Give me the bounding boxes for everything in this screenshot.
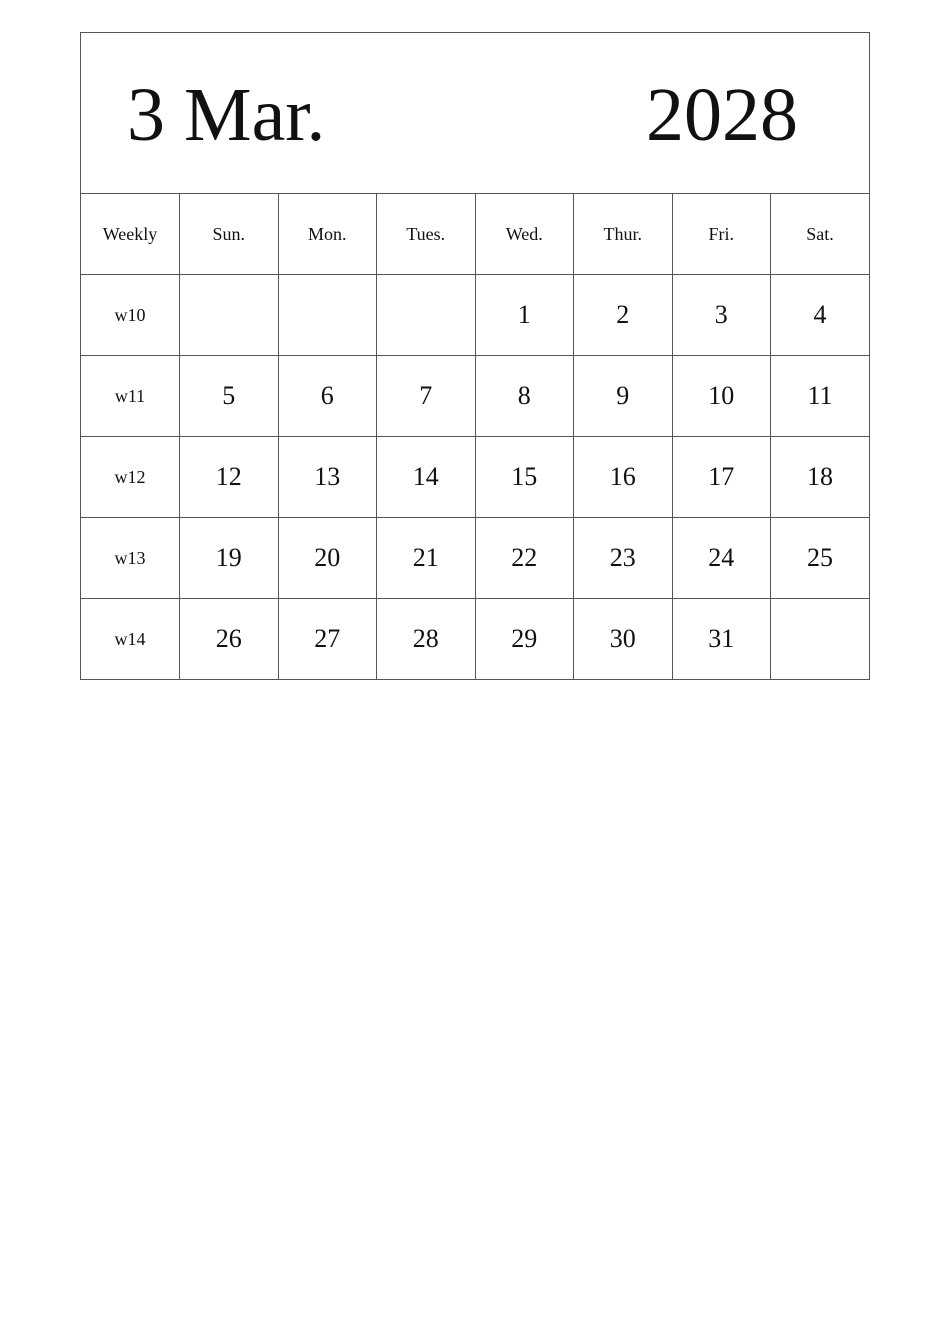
week-row: [81, 275, 869, 356]
day-cell: 31: [672, 599, 771, 680]
day-cell: 3: [672, 275, 771, 356]
day-cell: 23: [574, 518, 673, 599]
week-row: [81, 437, 869, 518]
day-cell: 26: [180, 599, 279, 680]
week-number: w13: [81, 518, 180, 599]
day-cell: 5: [180, 356, 279, 437]
day-cell: [377, 275, 476, 356]
day-cell: 12: [180, 437, 279, 518]
day-cell: 14: [377, 437, 476, 518]
day-cell: 20: [278, 518, 377, 599]
day-cell: 4: [771, 275, 870, 356]
weekly-header: Weekly: [81, 194, 180, 275]
weekday-header: Thur.: [574, 194, 673, 275]
day-cell: 22: [475, 518, 574, 599]
weekday-header: Sat.: [771, 194, 870, 275]
week-number: w12: [81, 437, 180, 518]
week-row: [81, 599, 869, 680]
day-cell: 15: [475, 437, 574, 518]
day-cell: [771, 599, 870, 680]
week-number: w14: [81, 599, 180, 680]
week-row: [81, 518, 869, 599]
day-cell: 24: [672, 518, 771, 599]
day-cell: 25: [771, 518, 870, 599]
day-cell: 13: [278, 437, 377, 518]
day-cell: [180, 275, 279, 356]
day-cell: 19: [180, 518, 279, 599]
week-number: w10: [81, 275, 180, 356]
day-cell: 1: [475, 275, 574, 356]
day-cell: 6: [278, 356, 377, 437]
calendar-title-bar: [81, 33, 869, 194]
weekday-header: Mon.: [278, 194, 377, 275]
calendar-grid: [81, 194, 869, 679]
day-cell: 10: [672, 356, 771, 437]
day-cell: 11: [771, 356, 870, 437]
day-cell: 28: [377, 599, 476, 680]
day-cell: 29: [475, 599, 574, 680]
day-cell: 21: [377, 518, 476, 599]
day-cell: [278, 275, 377, 356]
week-number: w11: [81, 356, 180, 437]
day-cell: 8: [475, 356, 574, 437]
weekday-header: Fri.: [672, 194, 771, 275]
day-cell: 27: [278, 599, 377, 680]
day-cell: 16: [574, 437, 673, 518]
day-cell: 7: [377, 356, 476, 437]
day-cell: 9: [574, 356, 673, 437]
day-cell: 30: [574, 599, 673, 680]
weekday-header: Tues.: [377, 194, 476, 275]
day-cell: 2: [574, 275, 673, 356]
weekday-header-row: [81, 194, 869, 275]
day-cell: 18: [771, 437, 870, 518]
calendar: [80, 32, 870, 680]
week-row: [81, 356, 869, 437]
day-cell: 17: [672, 437, 771, 518]
month-title: 3 Mar.: [127, 73, 326, 157]
weekday-header: Wed.: [475, 194, 574, 275]
year-title: 2028: [646, 73, 798, 157]
weekday-header: Sun.: [180, 194, 279, 275]
